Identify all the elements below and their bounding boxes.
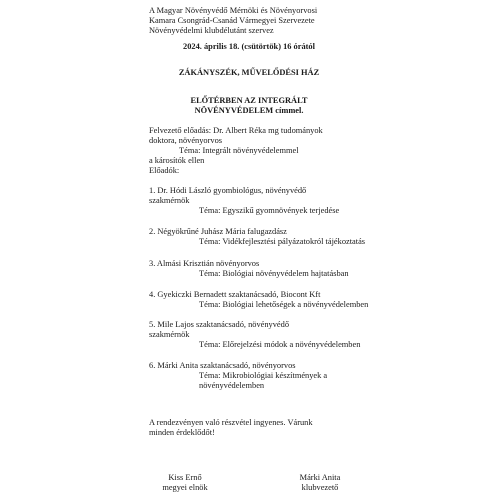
speaker-topic: Téma: Egyszikű gyomnövények terjedése <box>199 206 340 215</box>
speakers-heading: Előadók: <box>149 166 180 175</box>
speaker-topic: Téma: Biológiai lehetőségek a növényvédelemben <box>199 300 369 309</box>
closing-line: A rendezvényen való részvétel ingyenes. Várunk <box>149 418 313 427</box>
intro-block <box>149 126 364 176</box>
speaker-line: 6. Márki Anita szaktanácsadó, növényorvos <box>149 361 296 370</box>
event-motto <box>149 96 349 116</box>
speaker-line: 1. Dr. Hódi László gyombiológus, növényvédő <box>149 186 307 195</box>
intro-line: doktora, növényorvos <box>149 136 223 145</box>
signature-president <box>145 473 225 493</box>
signature-title: klubvezető <box>301 483 339 492</box>
speaker-line: szakmérnök <box>149 196 190 205</box>
organizer-block <box>149 6 369 36</box>
speaker-item <box>149 259 364 279</box>
speaker-line: 5. Mile Lajos szaktanácsadó, növényvédő <box>149 320 290 329</box>
speaker-topic: növényvédelemben <box>199 381 265 390</box>
speaker-item <box>149 186 364 216</box>
speaker-topic: Téma: Biológiai növényvédelem hajtatásban <box>199 269 349 278</box>
closing-line: minden érdeklődőt! <box>149 428 215 437</box>
speaker-line: szakmérnök <box>149 330 190 339</box>
speaker-item <box>149 227 364 247</box>
intro-topic: Téma: Integrált növényvédelemmel <box>179 146 299 155</box>
motto-strong: NÖVÉNYVÉDELEM <box>194 106 274 115</box>
motto-line-2 <box>149 106 349 116</box>
closing-note <box>149 418 364 438</box>
motto-rest: címmel. <box>273 106 304 115</box>
event-venue: ZÁKÁNYSZÉK, MŰVELŐDÉSI HÁZ <box>178 68 320 77</box>
organizer-line: Növényvédelmi klubdélutánt szervez <box>149 26 274 35</box>
signature-club-leader <box>280 473 360 493</box>
event-date: 2024. április 18. (csütörtök) 16 órától <box>183 42 315 51</box>
intro-line: Felvezető előadás: Dr. Albert Réka mg tudományok <box>149 126 323 135</box>
speaker-item <box>149 361 364 391</box>
speaker-item <box>149 320 364 350</box>
signature-title: megyei elnök <box>162 483 208 492</box>
speaker-topic: Téma: Vidékfejlesztési pályázatokról tájékoztatás <box>199 237 366 246</box>
speaker-topic: Téma: Mikrobiológiai készítmények a <box>199 371 328 380</box>
speaker-line: 4. Gyekiczki Bernadett szaktanácsadó, Biocont Kft <box>149 290 321 299</box>
intro-line: a károsítók ellen <box>149 156 205 165</box>
motto-line-1: ELŐTÉRBEN AZ INTEGRÁLT <box>190 96 308 105</box>
organizer-line: Kamara Csongrád-Csanád Vármegyei Szervezete <box>149 16 315 25</box>
speaker-line: 3. Almási Krisztián növényorvos <box>149 259 260 268</box>
speaker-line: 2. Négyökrűné Juhász Mária falugazdász <box>149 227 287 236</box>
speaker-item <box>149 290 369 310</box>
speaker-topic: Téma: Előrejelzési módok a növényvédelemben <box>199 340 361 349</box>
signature-name: Márki Anita <box>299 473 341 482</box>
organizer-line: A Magyar Növényvédő Mérnöki és Növényorvosi <box>149 6 318 15</box>
signature-name: Kiss Ernő <box>168 473 202 482</box>
